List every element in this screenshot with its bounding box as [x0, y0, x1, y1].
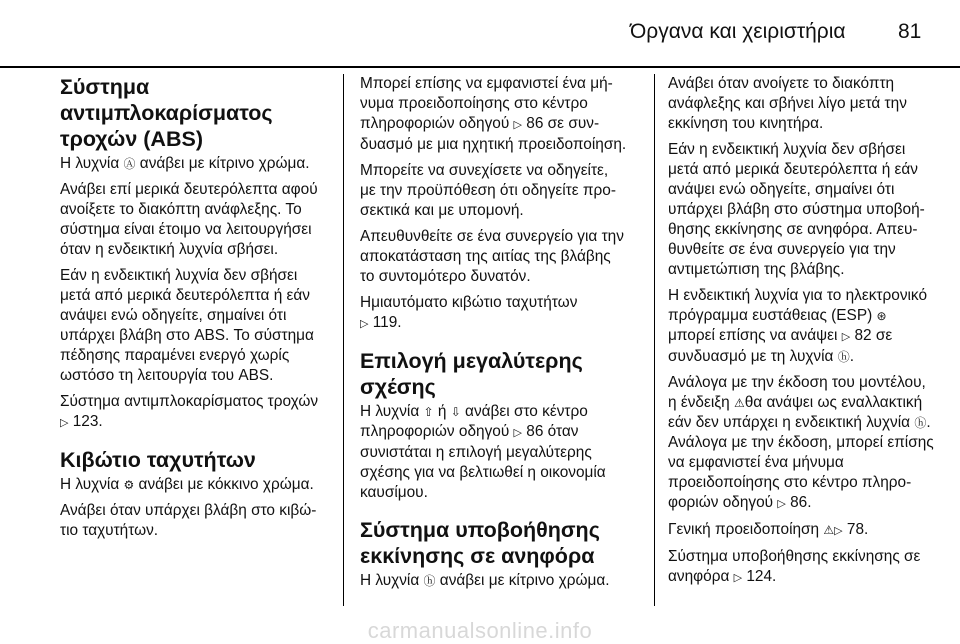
section-heading-hill-start: Σύστημα υποβοήθησης εκκίνησης σε ανηφόρα	[360, 518, 600, 568]
column-divider	[343, 74, 344, 606]
section-heading-upshift: Επιλογή μεγαλύτερης σχέσης	[360, 349, 583, 399]
column-left	[60, 74, 328, 547]
page-ref-arrow-icon: ▷	[513, 119, 522, 131]
paragraph: Γενική προειδοποίηση ⚠▷ 78.	[668, 521, 869, 538]
page-ref-link[interactable]: 82	[854, 327, 872, 344]
page-ref-arrow-icon: ▷	[360, 318, 369, 330]
hill-start-icon: ⓗ	[914, 416, 927, 430]
paragraph: Ανάβει όταν ανοίγετε το διακόπτη ανάφλεξης και σβήνει λίγο μετά την εκκίνηση του κινητήρα.	[668, 75, 907, 132]
abs-icon: Ⓐ	[123, 157, 136, 171]
upshift-arrow-icon: ⇧	[423, 405, 434, 419]
paragraph: Ανάβει όταν υπάρχει βλάβη στο κιβώτιο ταχυτήτων.	[60, 502, 317, 539]
page-ref-link[interactable]: 86	[526, 423, 544, 440]
paragraph: Μπορείτε να συνεχίσετε να οδηγείτε, με την προϋπόθεση ότι οδηγείτε προσεκτικά και με υπομονή.	[360, 162, 616, 219]
page-ref-link[interactable]: 124.	[746, 568, 777, 585]
shift-icon: ⇩	[450, 405, 461, 419]
paragraph: Ανάλογα με την έκδοση του μοντέλου, η ένδειξη ⚠θα ανάψει ως εναλλακτική εάν δεν υπάρχει η ενδεικτική λυχνία ⓗ. Ανάλογα με την έκδοση, μπορεί επίσης να εμφανιστεί ένα μήνυμα προειδοποίησης στο κέντρο πληροφοριών οδηγού ▷ 86.	[668, 374, 934, 511]
hill-start-icon: ⓗ	[423, 574, 436, 588]
page-ref-arrow-icon: ▷	[733, 572, 743, 584]
esp-icon: ⊛	[876, 309, 887, 323]
paragraph: Η ενδεικτική λυχνία για το ηλεκτρονικό πρόγραμμα ευστάθειας (ESP) ⊛ μπορεί επίσης να ανάψει ▷ 82 σε συνδυασμό με τη λυχνία ⓗ.	[668, 287, 928, 365]
page-ref-link[interactable]: 86.	[790, 494, 812, 511]
page-ref-arrow-icon: ▷	[841, 331, 851, 343]
page-number: 81	[898, 20, 922, 43]
paragraph: Απευθυνθείτε σε ένα συνεργείο για την αποκατάσταση της αιτίας της βλάβης το συντομότερο δυνατόν.	[360, 228, 624, 285]
section-heading-gearbox: Κιβώτιο ταχυτήτων	[60, 448, 256, 472]
column-divider	[654, 74, 655, 606]
paragraph: Σύστημα αντιμπλοκαρίσματος τροχών ▷ 123.	[60, 393, 319, 430]
paragraph: Ανάβει επί μερικά δευτερόλεπτα αφού ανοίξετε το διακόπτη ανάφλεξης. Το σύστημα είναι έτοιμο να λειτουργήσει όταν η ενδεικτική λυχνία σβήσει.	[60, 181, 318, 258]
page-header	[0, 0, 960, 66]
paragraph: Η λυχνία Ⓐ ανάβει με κίτρινο χρώμα.	[60, 155, 310, 172]
paragraph: Σύστημα υποβοήθησης εκκίνησης σε ανηφόρα ▷ 124.	[668, 548, 921, 585]
watermark: carmanualsonline.info	[367, 618, 593, 643]
paragraph: Εάν η ενδεικτική λυχνία δεν σβήσει μετά από μερικά δευτερόλεπτα ή εάν ανάψει ενώ οδηγείτε, σημαίνει ότι υπάρχει βλάβη στο σύστημα υποβοήθησης εκκίνησης σε ανηφόρα. Απευθυνθείτε σε ένα συνεργείο για την αντιμετώπιση της βλάβης.	[668, 141, 925, 278]
paragraph: Η λυχνία ⇧ ή ⇩ ανάβει στο κέντρο πληροφοριών οδηγού ▷ 86 όταν συνιστάται η επιλογή μεγαλύτερης σχέσης για να βελτιωθεί η οικονομία καυσίμου.	[360, 403, 606, 501]
paragraph: Η λυχνία ⓗ ανάβει με κίτρινο χρώμα.	[360, 572, 610, 589]
page-ref-link[interactable]: 123.	[72, 413, 103, 430]
gear-icon: ⚙	[123, 478, 135, 492]
column-right	[668, 74, 936, 594]
page-ref-link[interactable]: 78.	[846, 521, 869, 538]
page-ref-arrow-icon: ▷	[513, 427, 522, 439]
page-ref-link[interactable]: 119.	[372, 314, 402, 331]
header-rule	[0, 66, 960, 68]
paragraph: Η λυχνία ⚙ ανάβει με κόκκινο χρώμα.	[60, 476, 314, 493]
paragraph: Εάν η ενδεικτική λυχνία δεν σβήσει μετά από μερικά δευτερόλεπτα ή εάν ανάψει ενώ οδηγείτε, σημαίνει ότι υπάρχει βλάβη στο ABS. Το σύστημα πέδησης παραμένει ενεργό χωρίς ωστόσο τη λειτουργία του ABS.	[60, 267, 314, 384]
header-title: Όργανα και χειριστήρια	[630, 20, 846, 43]
warning-triangle-icon: ⚠	[823, 523, 835, 537]
warning-triangle-icon: ⚠	[733, 396, 745, 410]
section-heading-abs: Σύστημα αντιμπλοκαρίσματος τροχών (ABS)	[60, 75, 273, 151]
page-ref-arrow-icon: ▷	[60, 417, 69, 429]
page-ref-arrow-icon: ▷	[777, 498, 786, 510]
hill-start-icon: ⓗ	[837, 350, 850, 364]
page-ref-link[interactable]: 86	[526, 115, 544, 132]
paragraph: Μπορεί επίσης να εμφανιστεί ένα μήνυμα προειδοποίησης στο κέντρο πληροφοριών οδηγού ▷ 86 σε συνδυασμό με μια ηχητική προειδοποίηση.	[360, 75, 627, 153]
column-middle	[360, 74, 628, 597]
paragraph: Ημιαυτόματο κιβώτιο ταχυτήτων ▷ 119.	[360, 294, 578, 331]
page-ref-arrow-icon: ▷	[834, 525, 843, 537]
